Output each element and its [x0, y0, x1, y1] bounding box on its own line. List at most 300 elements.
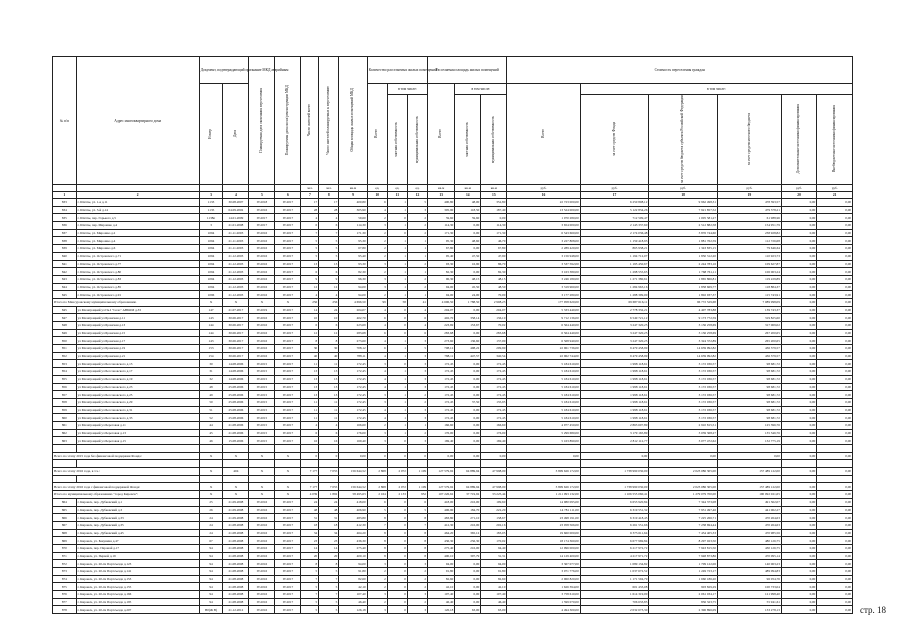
table-cell: 21.08.2008	[223, 598, 249, 606]
table-cell: 0,00	[455, 368, 481, 376]
table-cell: 479 378,21	[717, 206, 781, 214]
table-cell: 1	[407, 245, 427, 253]
table-row	[53, 398, 853, 406]
address-cell: г. Шахты, ул. Островского д.71	[76, 252, 199, 260]
table-cell: IV.2016	[249, 560, 275, 568]
table-cell: 21.11.2003	[223, 237, 249, 245]
table-cell: 2 396 896,09	[649, 606, 718, 614]
table-cell: 283,68	[428, 329, 455, 337]
column-number-17: 17	[580, 192, 649, 199]
table-cell: 48,00	[455, 199, 481, 207]
table-cell: 11	[319, 406, 339, 414]
table-cell: 863	[53, 437, 77, 445]
table-cell: 94	[199, 591, 223, 599]
table-cell: 305,90	[428, 206, 455, 214]
table-cell: 3	[367, 398, 387, 406]
table-cell: 1094	[199, 229, 223, 237]
empty-cell	[481, 475, 507, 483]
table-cell: 25.08.2006	[223, 406, 249, 414]
table-row	[53, 406, 853, 414]
table-cell: 25.08.2006	[223, 391, 249, 399]
table-cell: 170,02	[481, 537, 507, 545]
table-row	[53, 598, 853, 606]
table-cell: 0	[387, 498, 407, 506]
table-cell: 5	[301, 568, 319, 576]
summary-cell: 107 226,62	[428, 491, 455, 499]
table-cell: 436,30	[339, 537, 367, 545]
table-cell: 14.01.2009	[223, 214, 249, 222]
summary-cell: 7 089 998,09	[717, 298, 781, 306]
summary-cell: 0	[301, 452, 319, 460]
table-cell: 402,70	[339, 314, 367, 322]
summary-cell: 0,00	[481, 452, 507, 460]
table-cell: В0(Ж В)	[199, 606, 223, 614]
table-cell: 3 177 280,00	[507, 291, 580, 299]
table-cell: IV.2016	[249, 237, 275, 245]
table-cell: 4	[319, 291, 339, 299]
table-cell: 0	[387, 560, 407, 568]
column-number-18: 18	[649, 192, 718, 199]
table-cell: 7 225 266,71	[649, 514, 718, 522]
empty-cell	[817, 460, 853, 468]
table-cell: 1096	[199, 291, 223, 299]
table-cell: 1	[387, 383, 407, 391]
table-cell: 9 479 458,99	[580, 345, 649, 353]
table-cell: 2	[367, 237, 387, 245]
table-row	[53, 291, 853, 299]
table-cell: 6	[301, 222, 319, 230]
table-cell: 8	[319, 337, 339, 345]
table-cell: 0,00	[781, 337, 816, 345]
table-cell: 3 136 258,69	[649, 329, 718, 337]
table-row	[53, 421, 853, 429]
address-cell: г. Кировск, ул. 20-ти Партсъезда д.153	[76, 575, 199, 583]
summary-cell: 157 489 122,00	[717, 468, 781, 476]
table-cell: 144	[199, 329, 223, 337]
table-cell: 470 095,14	[717, 552, 781, 560]
table-cell: 59,60	[339, 214, 367, 222]
table-row	[53, 521, 853, 529]
table-cell: 1	[387, 283, 407, 291]
column-number-2: 2	[76, 192, 199, 199]
table-cell: 94	[199, 575, 223, 583]
address-cell: г. Кировск, ул. 20-ти Партсъезда д.166	[76, 591, 199, 599]
table-cell: 98 681,72	[717, 414, 781, 422]
empty-cell	[301, 475, 319, 483]
table-cell: 4	[367, 206, 387, 214]
table-row	[53, 260, 853, 268]
table-cell: IV.2017	[275, 337, 301, 345]
header-area-municipal: муниципальная собственность	[490, 115, 495, 163]
empty-cell	[76, 460, 199, 468]
table-cell: 3 227 808,00	[507, 237, 580, 245]
table-cell: 82,60	[339, 575, 367, 583]
table-cell: 1 298 555,65	[580, 268, 649, 276]
table-cell: IV.2017	[275, 306, 301, 314]
table-cell: 1 865 866,81	[649, 275, 718, 283]
table-cell: 1 709 122,06	[649, 560, 718, 568]
table-cell: 837	[53, 229, 77, 237]
table-cell: IV.2016	[249, 575, 275, 583]
table-cell: 0	[387, 314, 407, 322]
table-cell: 143	[199, 337, 223, 345]
table-row	[53, 583, 853, 591]
table-cell: 491 362,07	[717, 498, 781, 506]
table-cell: 0,00	[817, 591, 853, 599]
table-cell: 6	[367, 345, 387, 353]
table-cell: 0,00	[817, 575, 853, 583]
table-cell: 8	[367, 514, 387, 522]
table-cell: 26	[199, 506, 223, 514]
table-cell: 1 660 186,20	[649, 575, 718, 583]
address-cell: г. Шахты, ул. 1-я д.11	[76, 199, 199, 207]
table-cell: 49	[199, 391, 223, 399]
table-cell: 114,30	[428, 222, 455, 230]
table-cell: 0,00	[781, 506, 816, 514]
summary-cell: 0,00	[817, 452, 853, 460]
table-cell: 1	[387, 275, 407, 283]
address-cell: г. Шахты, ул. Островского д.80	[76, 268, 199, 276]
column-number-6: 6	[275, 192, 301, 199]
address-cell: ул Малатрацкий ул Бромская д.17	[76, 337, 199, 345]
table-cell: IV.2016	[249, 345, 275, 353]
table-cell: 0	[387, 583, 407, 591]
table-cell: 849	[53, 329, 77, 337]
table-cell: 21.12.2003	[223, 275, 249, 283]
table-cell: IV.2017	[275, 368, 301, 376]
table-cell: 275,40	[428, 544, 455, 552]
table-cell: 3	[367, 222, 387, 230]
unit-cell-11: ед.	[387, 185, 407, 192]
table-cell: 21.08.2008	[223, 521, 249, 529]
table-cell: 317 069,02	[717, 322, 781, 330]
table-cell: IV.2016	[249, 206, 275, 214]
table-cell: 46,40	[339, 598, 367, 606]
table-row	[53, 252, 853, 260]
table-cell: 2	[367, 568, 387, 576]
table-row	[53, 245, 853, 253]
summary-label: Итого по Мансуровскому муниципальному образованию	[53, 298, 200, 306]
table-cell: 118,50	[455, 206, 481, 214]
table-cell: 845	[53, 306, 77, 314]
table-cell: 46,40	[481, 598, 507, 606]
table-row	[53, 222, 853, 230]
address-cell: ул Малатрацкий ул Бессоновского д.29	[76, 398, 199, 406]
table-cell: 25.08.2006	[223, 414, 249, 422]
table-cell: 96 054,76	[717, 575, 781, 583]
table-cell: 28	[301, 206, 319, 214]
table-cell: 878	[53, 606, 77, 614]
table-cell: IV.2017	[275, 291, 301, 299]
table-cell: IV.2017	[275, 237, 301, 245]
summary-cell: 0,00	[781, 491, 816, 499]
summary-cell: 127 579,92	[428, 468, 455, 476]
table-cell: 0,00	[781, 521, 816, 529]
table-cell: IV.2016	[249, 498, 275, 506]
table-cell: 835	[53, 214, 77, 222]
unit-cell-20: руб.	[781, 185, 816, 192]
table-cell: 107,40	[339, 591, 367, 599]
table-cell: 5	[301, 598, 319, 606]
table-cell: 1133	[199, 199, 223, 207]
unit-cell-7: чел.	[301, 185, 319, 192]
table-cell: 8	[367, 552, 387, 560]
table-cell: 2	[367, 575, 387, 583]
table-cell: 3 071 776,00	[507, 568, 580, 576]
table-cell: 3	[407, 206, 427, 214]
table-cell: 7 943 815,50	[649, 544, 718, 552]
table-cell: 12	[319, 283, 339, 291]
summary-cell: 404	[223, 468, 249, 476]
table-cell: 21.09.2008	[223, 498, 249, 506]
table-cell: 21.08.2008	[223, 575, 249, 583]
table-cell: 67	[199, 537, 223, 545]
table-cell: 903 829,29	[649, 583, 718, 591]
summary-cell: 0,00	[817, 468, 853, 476]
table-cell: 1 288 399,00	[580, 291, 649, 299]
table-cell: 0,00	[781, 606, 816, 614]
table-cell: 0,00	[781, 360, 816, 368]
table-row	[53, 214, 853, 222]
table-cell: 23 498 191,00	[507, 514, 580, 522]
table-cell: 30.06.2017	[223, 314, 249, 322]
table-cell: 13	[301, 391, 319, 399]
table-cell: IV.2017	[275, 283, 301, 291]
table-cell: 1094	[199, 268, 223, 276]
table-cell: 2 174 036,48	[580, 229, 649, 237]
table-cell: 483,80	[428, 514, 455, 522]
table-cell: 0,00	[781, 368, 816, 376]
table-cell: 5	[319, 245, 339, 253]
table-cell: 1	[387, 398, 407, 406]
address-cell: г. Кировск, ул. 20-ти Партсъезда д.123	[76, 560, 199, 568]
empty-cell	[53, 460, 77, 468]
table-cell: 216,00	[455, 521, 481, 529]
table-cell: IV.2017	[275, 322, 301, 330]
table-cell: 14 639 992,82	[649, 345, 718, 353]
table-cell: 5	[301, 606, 319, 614]
column-number-15: 15	[481, 192, 507, 199]
table-cell: 61 988,96	[717, 214, 781, 222]
empty-cell	[507, 460, 580, 468]
table-cell: 11	[319, 360, 339, 368]
summary-cell: 1 211 093 132,00	[507, 491, 580, 499]
table-cell: 0,00	[817, 329, 853, 337]
header-count-group: Количество расселяемых жилых помещений	[367, 57, 427, 84]
table-cell: 45	[199, 429, 223, 437]
summary-cell: Х	[275, 298, 301, 306]
table-cell: 0	[387, 591, 407, 599]
table-cell: 52	[199, 414, 223, 422]
table-cell: 176,00	[339, 429, 367, 437]
column-number-4: 4	[223, 192, 249, 199]
table-cell: 3	[407, 560, 427, 568]
table-cell: 872	[53, 560, 77, 568]
table-cell: 3 039 368,27	[649, 429, 718, 437]
table-cell: 216,00	[455, 498, 481, 506]
table-cell: 0,00	[817, 537, 853, 545]
table-cell: IV.2015	[249, 437, 275, 445]
table-cell: 166,60	[428, 421, 455, 429]
table-cell: 8	[407, 544, 427, 552]
table-cell: 0,00	[781, 329, 816, 337]
table-cell: 3 319 960,00	[507, 283, 580, 291]
summary-cell: Х	[275, 468, 301, 476]
table-cell: IV.2017	[275, 245, 301, 253]
table-cell: 6 375 611,64	[580, 529, 649, 537]
table-cell: 95,30	[339, 237, 367, 245]
table-cell: 0,00	[781, 583, 816, 591]
table-cell: 94,00	[481, 560, 507, 568]
empty-cell	[367, 475, 387, 483]
table-cell: 13	[301, 375, 319, 383]
table-cell: 0,00	[781, 375, 816, 383]
table-cell: 48	[301, 506, 319, 514]
table-cell: 7	[407, 521, 427, 529]
table-cell: 3 758 610,00	[507, 591, 580, 599]
table-cell: IV.2017	[275, 552, 301, 560]
address-cell: г. Шахты, ул. Островского д.85	[76, 283, 199, 291]
table-cell: 855	[53, 375, 77, 383]
unit-cell-1	[53, 185, 77, 192]
column-number-12: 12	[407, 192, 427, 199]
table-cell: 24	[199, 529, 223, 537]
table-cell: 4	[407, 306, 427, 314]
table-cell: 6	[407, 329, 427, 337]
table-cell: 25.08.2006	[223, 398, 249, 406]
table-cell: 44	[199, 421, 223, 429]
header-fund: за счет средств Фонда	[611, 122, 616, 156]
summary-cell: Х	[249, 452, 275, 460]
table-cell: IV.2017	[275, 275, 301, 283]
table-cell: 18 174 360,00	[507, 537, 580, 545]
table-cell: 94,00	[428, 283, 455, 291]
table-cell: 21.08.2008	[223, 568, 249, 576]
table-cell: IV.2016	[249, 544, 275, 552]
table-cell: 0	[387, 322, 407, 330]
table-cell: 34	[319, 529, 339, 537]
table-cell: 0	[387, 575, 407, 583]
address-cell: г. Шахты, ул. Островского д.77	[76, 260, 199, 268]
table-cell: 0,00	[781, 552, 816, 560]
table-cell: 0,00	[781, 229, 816, 237]
table-cell: 283,68	[481, 329, 507, 337]
empty-cell	[199, 460, 223, 468]
table-cell: 21.12.2012	[223, 606, 249, 614]
table-cell: 418,00	[339, 498, 367, 506]
summary-cell: 0,00	[649, 452, 718, 460]
table-cell: 851	[53, 345, 77, 353]
table-cell: IV.2017	[275, 406, 301, 414]
table-cell: 59,60	[428, 214, 455, 222]
table-row	[53, 560, 853, 568]
header-total-area: Общая площадь жилых помещений МКД	[350, 88, 355, 152]
table-cell: 0,00	[817, 583, 853, 591]
table-row	[53, 345, 853, 353]
summary-cell: 47 998,00	[481, 468, 507, 476]
column-number-7: 7	[301, 192, 319, 199]
table-cell: 0	[387, 360, 407, 368]
table-cell: 874	[53, 575, 77, 583]
header-offbudget-sources: Внебюджетные источники финансирования	[831, 105, 836, 173]
table-cell: 0,00	[781, 214, 816, 222]
table-cell: 1	[387, 345, 407, 353]
address-cell: ул Малатрацкий ул Гм.I "Село" АВБОМ д.33	[76, 306, 199, 314]
table-cell: 2 863 607,89	[580, 421, 649, 429]
table-cell: 2	[367, 421, 387, 429]
table-cell: 107,40	[428, 591, 455, 599]
table-cell: 0,00	[455, 360, 481, 368]
summary-cell: 1 738 990 030,00	[580, 483, 649, 491]
header-demolition-date: Планируемая дата сноса/реконструкции МКД	[285, 84, 290, 156]
table-cell: IV.2017	[275, 352, 301, 360]
table-row	[53, 568, 853, 576]
table-cell: 0,00	[817, 606, 853, 614]
table-cell: IV.2016	[249, 583, 275, 591]
address-cell: г. Кировск, ул. 20-ти Партсъезда д.141	[76, 568, 199, 576]
table-cell: 340,54	[481, 352, 507, 360]
summary-cell: 41	[407, 298, 427, 306]
table-cell: 267 200,65	[717, 329, 781, 337]
table-cell: 70,00	[481, 291, 507, 299]
empty-cell	[339, 445, 367, 453]
table-cell: 8	[301, 560, 319, 568]
table-cell: 94	[199, 583, 223, 591]
table-cell: 48	[199, 383, 223, 391]
table-cell: 0,00	[817, 345, 853, 353]
table-cell: 2 289 420,00	[507, 245, 580, 253]
table-cell: 172,45	[339, 414, 367, 422]
table-cell: 0,00	[817, 283, 853, 291]
table-cell: 20	[319, 552, 339, 560]
table-cell: 11	[301, 360, 319, 368]
table-row	[53, 383, 853, 391]
table-cell: 5	[319, 252, 339, 260]
table-cell: 112 726,68	[717, 237, 781, 245]
column-number-19: 19	[717, 192, 781, 199]
table-cell: 0,00	[781, 306, 816, 314]
table-cell: IV.2016	[249, 337, 275, 345]
table-cell: 0,00	[817, 506, 853, 514]
table-cell: 2	[407, 275, 427, 283]
header-count-total: Всего	[374, 129, 379, 138]
table-cell: 0	[387, 552, 407, 560]
summary-cell: 0	[387, 452, 407, 460]
empty-cell	[53, 475, 77, 483]
table-cell: 94,40	[481, 544, 507, 552]
table-cell: 202,16	[481, 521, 507, 529]
table-cell: 171,30	[339, 229, 367, 237]
table-row	[53, 552, 853, 560]
summary-cell: 1 109	[407, 483, 427, 491]
empty-cell	[223, 475, 249, 483]
empty-cell	[249, 460, 275, 468]
table-cell: 0	[387, 529, 407, 537]
summary-cell: Х	[249, 468, 275, 476]
address-cell: ул Малатрацкий ул Бромская д.19	[76, 345, 199, 353]
summary-cell: Х	[223, 452, 249, 460]
table-cell: 51	[199, 406, 223, 414]
table-cell: 21.09.2008	[223, 514, 249, 522]
table-cell: IV.2016	[249, 329, 275, 337]
empty-cell	[428, 475, 455, 483]
table-cell: 14	[319, 544, 339, 552]
table-cell: IV.2017	[275, 360, 301, 368]
table-cell: 854	[53, 368, 77, 376]
unit-cell-8: чел.	[319, 185, 339, 192]
table-cell: 0,00	[455, 437, 481, 445]
table-cell: 3	[367, 591, 387, 599]
